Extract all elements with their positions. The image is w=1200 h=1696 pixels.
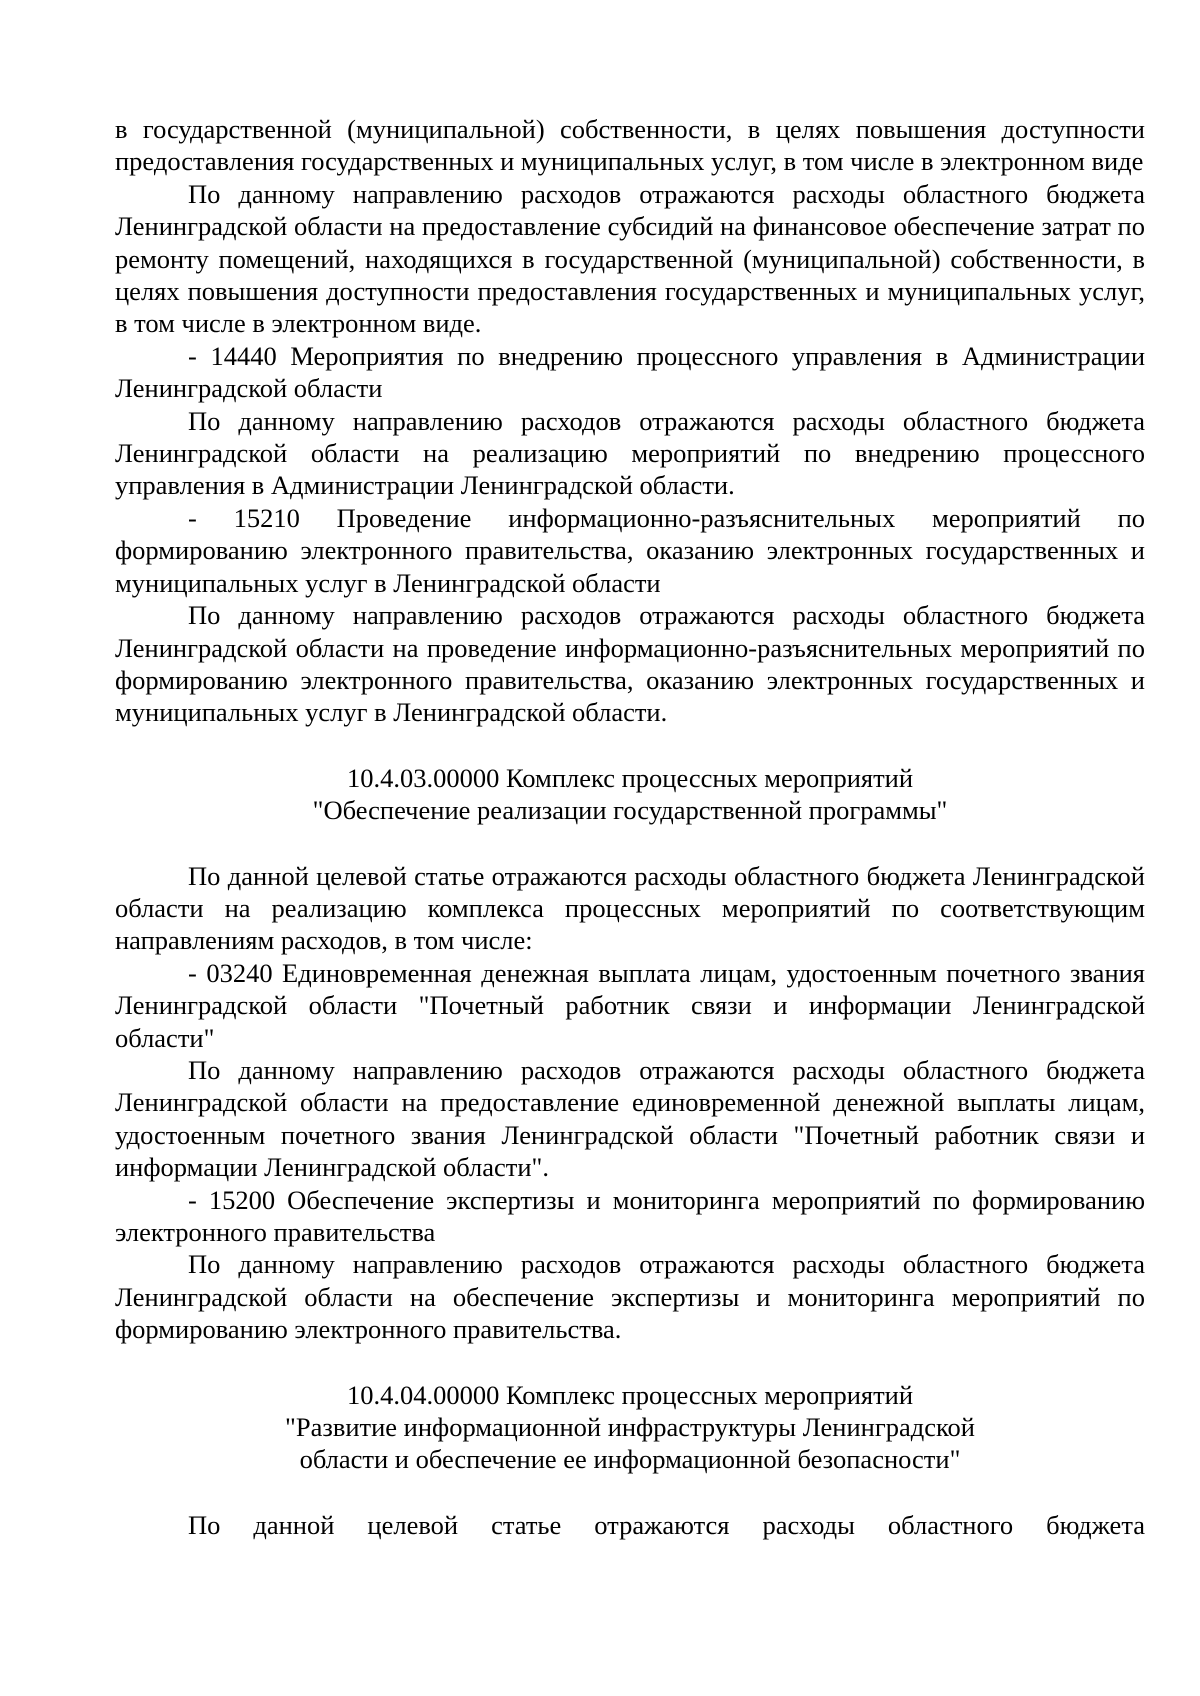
paragraph-expense-description: По данному направлению расходов отражаются расходы областного бюджета Ленинградской области на обеспечение экспертизы и мониторинга мероприятий по формированию электронного правительства. xyxy=(115,1249,1145,1345)
heading-line: "Обеспечение реализации государственной программы" xyxy=(312,795,948,826)
spacer xyxy=(115,1476,1145,1509)
paragraph-section-intro: По данной целевой статье отражаются расходы областного бюджета Ленинградской области на реализацию комплекса процессных мероприятий по соответствующим направлениям расходов, в том числе: xyxy=(115,860,1145,956)
paragraph-expense-description: По данному направлению расходов отражаются расходы областного бюджета Ленинградской области на предоставление субсидий на финансовое обеспечение затрат по ремонту помещений, находящихся в государственной (муниципальной) собственности, в целях повышения доступности предоставления государственных и муниципальных услуг, в том числе в электронном виде. xyxy=(115,178,1145,339)
spacer xyxy=(115,1346,1145,1379)
expense-item-15200: - 15200 Обеспечение экспертизы и мониторинга мероприятий по формированию электронного правительства xyxy=(115,1184,1145,1247)
heading-line: 10.4.04.00000 Комплекс процессных мероприятий xyxy=(346,1379,914,1410)
spacer xyxy=(115,729,1145,762)
paragraph-section-intro: По данной целевой статье отражаются расходы областного бюджета xyxy=(188,1509,1145,1540)
paragraph-continuation: в государственной (муниципальной) собственности, в целях повышения доступности предоставления государственных и муниципальных услуг, в том числе в электронном виде xyxy=(115,114,1145,177)
expense-item-14440: - 14440 Мероприятия по внедрению процессного управления в Администрации Ленинградской области xyxy=(115,340,1145,404)
section-heading-10-4-04 xyxy=(115,1379,1145,1476)
heading-line: 10.4.03.00000 Комплекс процессных мероприятий xyxy=(346,762,914,793)
heading-line: "Развитие информационной инфраструктуры Ленинградской xyxy=(285,1412,975,1443)
spacer xyxy=(115,827,1145,860)
document-body xyxy=(115,113,1145,1541)
expense-item-15210: - 15210 Проведение информационно-разъяснительных мероприятий по формированию электронного правительства, оказанию электронных государственных и муниципальных услуг в Ленинградской области xyxy=(115,502,1145,598)
paragraph-expense-description: По данному направлению расходов отражаются расходы областного бюджета Ленинградской области на проведение информационно-разъяснительных мероприятий по формированию электронного правительства, оказанию электронных государственных и муниципальных услуг в Ленинградской области. xyxy=(115,600,1145,728)
paragraph-expense-description: По данному направлению расходов отражаются расходы областного бюджета Ленинградской области на реализацию мероприятий по внедрению процессного управления в Администрации Ленинградской области. xyxy=(115,405,1145,501)
paragraph-expense-description: По данному направлению расходов отражаются расходы областного бюджета Ленинградской области на предоставление единовременной денежной выплаты лицам, удостоенным почетного звания Ленинградской области "Почетный работник связи и информации Ленинградской области". xyxy=(115,1054,1145,1183)
expense-item-03240: - 03240 Единовременная денежная выплата лицам, удостоенным почетного звания Ленинградской области "Почетный работник связи и информации Ленинградской области" xyxy=(115,957,1145,1053)
section-heading-10-4-03 xyxy=(115,762,1145,827)
heading-line: области и обеспечение ее информационной безопасности" xyxy=(299,1444,961,1475)
